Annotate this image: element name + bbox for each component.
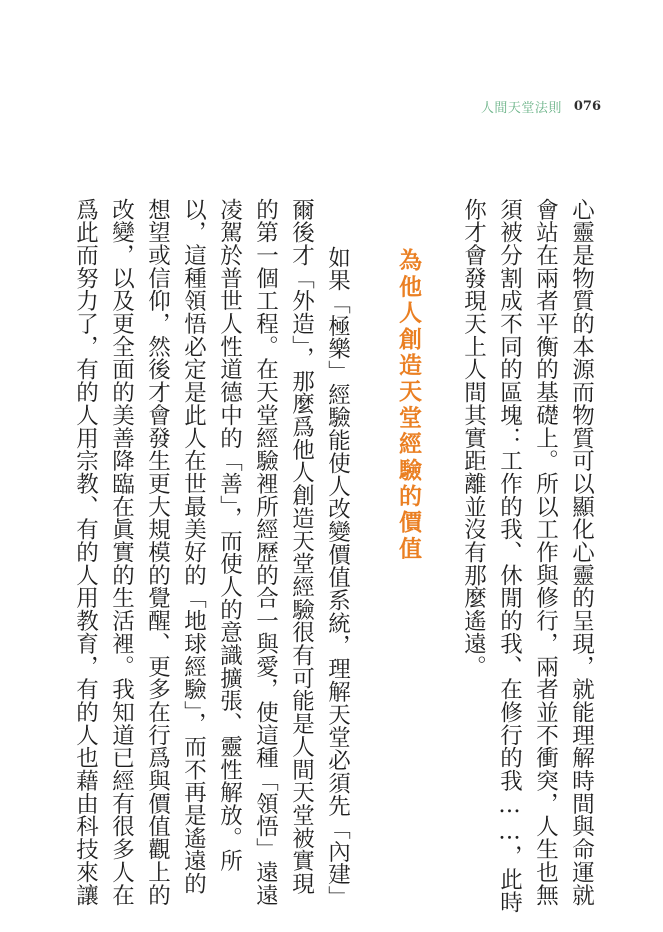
text-column: 爾後才「外造」，那麼爲他人創造天堂經驗很有可能是人間天堂被實現 xyxy=(288,198,315,896)
page-number: 076 xyxy=(573,98,601,114)
text-column: 爲此而努力了，有的人用宗教、有的人用教育，有的人也藉由科技來讓 xyxy=(72,198,99,907)
running-header xyxy=(451,96,601,116)
text-column: 你才會發現天上人間其實距離並沒有那麼遙遠。 xyxy=(460,198,487,678)
book-title: 人間天堂法則 xyxy=(480,100,562,116)
text-column: 改變，以及更全面的美善降臨在眞實的生活裡。我知道已經有很多人在 xyxy=(108,198,135,907)
text-column: 凌駕於普世人性道德中的「善」，而使人的意識擴張、靈性解放。所 xyxy=(216,198,243,873)
text-column: 的第一個工程。在天堂經驗裡所經歷的合一與愛，使這種「領悟」遠遠 xyxy=(252,198,279,907)
text-column: 心靈是物質的本源而物質可以顯化心靈的呈現，就能理解時間與命運就 xyxy=(568,198,595,907)
text-column: 會站在兩者平衡的基礎上。所以工作與修行，兩者並不衝突，人生也無 xyxy=(532,198,559,907)
text-column: 如果「極樂」經驗能使人改變價值系統，理解天堂必須先「內建」 xyxy=(324,246,351,909)
section-heading: 為他人創造天堂經驗的價值 xyxy=(395,248,421,563)
text-column: 以，這種領悟必定是此人在世最美好的「地球經驗」，而不再是遙遠的 xyxy=(180,198,207,896)
text-column: 想望或信仰，然後才會發生更大規模的覺醒、更多在行爲與價值觀上的 xyxy=(144,198,171,907)
text-column: 須被分割成不同的區塊：工作的我、休閒的我、在修行的我……，此時 xyxy=(496,198,523,914)
